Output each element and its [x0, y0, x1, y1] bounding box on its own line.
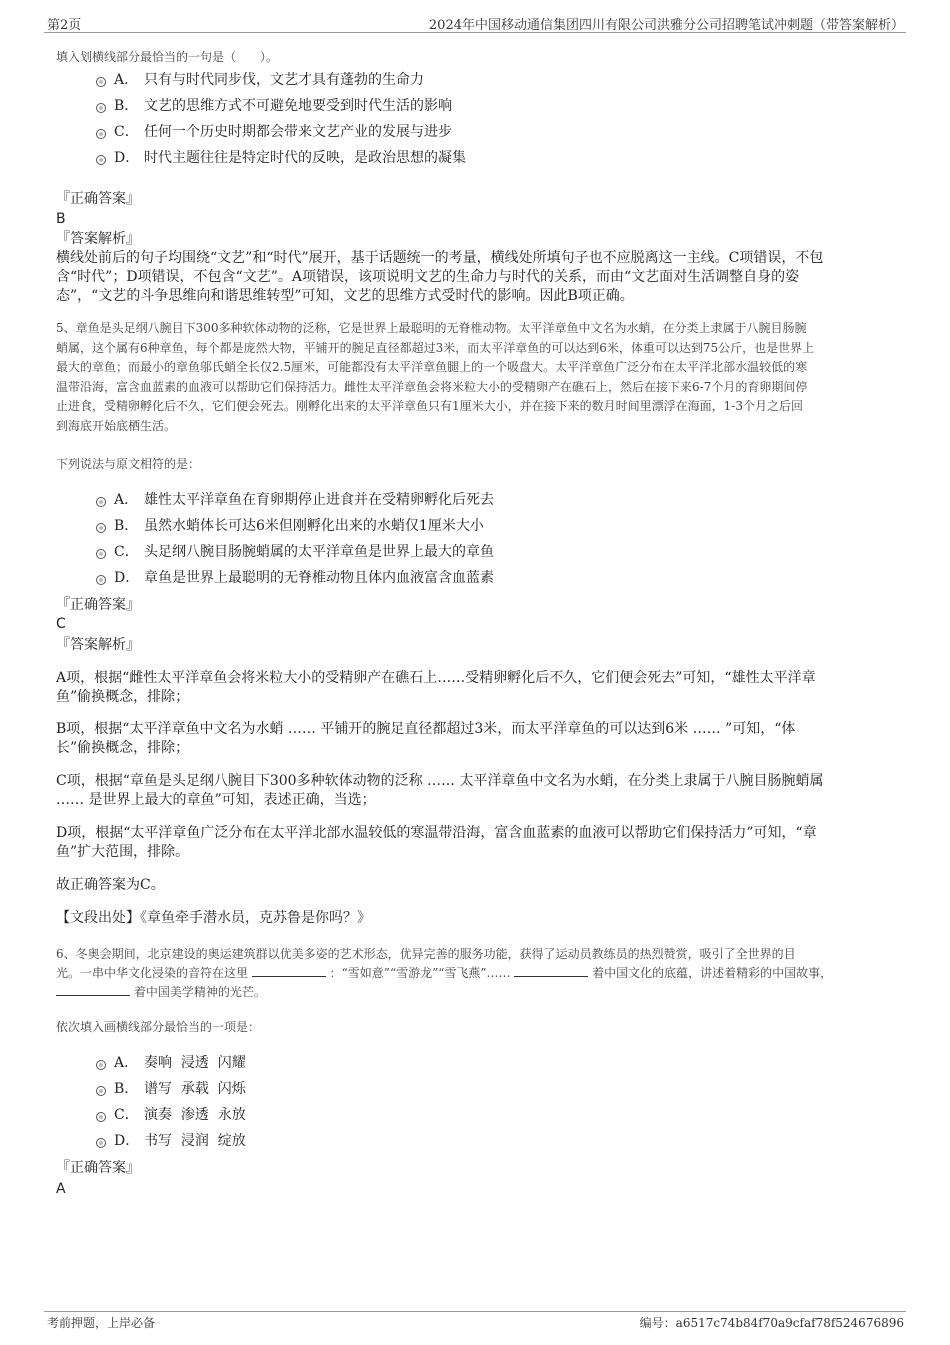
- q6-option-b[interactable]: B． 谱写 承载 闪烁: [96, 1079, 796, 1105]
- fill-blank-2: [514, 964, 588, 977]
- footer-slogan: 考前押题，上岸必备: [47, 1316, 156, 1330]
- q4-option-d[interactable]: D． 时代主题往往是特定时代的反映，是政治思想的凝集: [96, 148, 796, 174]
- radio-icon[interactable]: [96, 1112, 106, 1122]
- header-divider: [44, 32, 906, 33]
- q4-analysis-label: 『答案解析』: [56, 231, 140, 247]
- document-id: 编号：a6517c74b84f70a9cfaf78f524676896: [639, 1316, 904, 1330]
- q6-answer-label: 『正确答案』: [56, 1160, 140, 1176]
- radio-icon[interactable]: [96, 1060, 106, 1070]
- q5-source: 【文段出处】《章鱼牵手潜水员，克苏鲁是你吗？》: [56, 910, 371, 926]
- radio-icon[interactable]: [96, 1138, 106, 1148]
- radio-icon[interactable]: [96, 549, 106, 559]
- q5-option-d[interactable]: D． 章鱼是世界上最聪明的无脊椎动物且体内血液富含血蓝素: [96, 568, 796, 594]
- q4-answer-label: 『正确答案』: [56, 191, 140, 207]
- document-title: 2024年中国移动通信集团四川有限公司洪雅分公司招聘笔试冲刺题（带答案解析）: [428, 18, 904, 33]
- q5-options: [96, 490, 796, 594]
- q5-answer-label: 『正确答案』: [56, 597, 140, 613]
- q5-prompt: 下列说法与原文相符的是：: [56, 457, 201, 471]
- q4-analysis: 横线处前后的句子均围绕“文艺”和“时代”展开，基于话题统一的考量，横线处所填句子也不应脱离这一主线。C项错误，不包 含“时代”；D项错误，不包含“文艺”。A项错误，该项说明文艺的生命力与时代的关系，而由“文艺面对生活调整自身的姿 态”，“文艺的斗争思维向和谐思维转型”可知，文艺的思维方式受时代的影响。因此B项正确。: [56, 250, 824, 304]
- radio-icon[interactable]: [96, 103, 106, 113]
- q4-answer: B: [56, 211, 66, 227]
- q6-passage: 6、冬奥会期间，北京建设的奥运建筑群以优美多姿的艺术形态，优异完善的服务功能，获得了运动员教练员的热烈赞赏，吸引了全世界的目 光。一串中华文化浸染的音符在这里 ：“雪如意”“雪游龙”“雪飞燕”…… 着中国文化的底蕴，讲述着精彩的中国故事， 着中国美学精神的光芒。: [56, 947, 833, 999]
- radio-icon[interactable]: [96, 497, 106, 507]
- radio-icon[interactable]: [96, 1086, 106, 1096]
- q5-conclusion: 故正确答案为C。: [56, 877, 165, 893]
- page-number: 第2页: [47, 18, 82, 33]
- q6-answer: A: [56, 1181, 66, 1197]
- page-header: [0, 0, 950, 34]
- radio-icon[interactable]: [96, 155, 106, 165]
- q4-prompt: 填入划横线部分最恰当的一句是（ ）。: [56, 50, 279, 64]
- q6-prompt: 依次填入画横线部分最恰当的一项是：: [56, 1020, 261, 1034]
- fill-blank-3: [56, 983, 130, 996]
- q5-analysis-b: B项，根据“太平洋章鱼中文名为水蛸 …… 平铺开的腕足直径都超过3米，而太平洋章鱼的可以达到6米 …… ”可知，“体 长”偷换概念，排除；: [56, 721, 796, 756]
- q6-options: [96, 1053, 796, 1157]
- q5-analysis-a: A项，根据“雌性太平洋章鱼会将米粒大小的受精卵产在礁石上……受精卵孵化后不久，它们便会死去”可知，“雄性太平洋章 鱼”偷换概念，排除；: [56, 670, 816, 705]
- q4-option-c[interactable]: C． 任何一个历史时期都会带来文艺产业的发展与进步: [96, 122, 796, 148]
- q5-analysis-c: C项，根据“章鱼是头足纲八腕目下300多种软体动物的泛称 …… 太平洋章鱼中文名为水蛸，在分类上隶属于八腕目肠腕蛸属 …… 是世界上最大的章鱼”可知，表述正确，当选；: [56, 773, 824, 808]
- q6-option-a[interactable]: A． 奏响 浸透 闪耀: [96, 1053, 796, 1079]
- q5-analysis-label: 『答案解析』: [56, 637, 140, 653]
- q5-option-b[interactable]: B． 虽然水蛸体长可达6米但刚孵化出来的水蛸仅1厘米大小: [96, 516, 796, 542]
- q5-analysis-d: D项，根据“太平洋章鱼广泛分布在太平洋北部水温较低的寒温带沿海，富含血蓝素的血液可以帮助它们保持活力”可知，“章 鱼”扩大范围，排除。: [56, 825, 817, 860]
- q5-option-a[interactable]: A． 雄性太平洋章鱼在育卵期停止进食并在受精卵孵化后死去: [96, 490, 796, 516]
- q5-option-c[interactable]: C． 头足纲八腕目肠腕蛸属的太平洋章鱼是世界上最大的章鱼: [96, 542, 796, 568]
- q6-option-c[interactable]: C． 演奏 渗透 永放: [96, 1105, 796, 1131]
- q4-option-a[interactable]: A． 只有与时代同步伐，文艺才具有蓬勃的生命力: [96, 70, 796, 96]
- q4-options: [96, 70, 796, 174]
- q5-answer: C: [56, 616, 66, 632]
- radio-icon[interactable]: [96, 523, 106, 533]
- radio-icon[interactable]: [96, 77, 106, 87]
- q5-passage: 5、章鱼是头足纲八腕目下300多种软体动物的泛称，它是世界上最聪明的无脊椎动物。太平洋章鱼中文名为水蛸，在分类上隶属于八腕目肠腕 蛸属，这个属有6种章鱼，每个都是庞然大物，平铺开的腕足直径都超过3米，而太平洋章鱼的可以达到6米，体重可以达到75公斤，也是世界上 最大的章鱼；而最小的章鱼邬氏蛸全长仅2.5厘米，可能都没有太平洋章鱼腿上的一个吸盘大。太平洋章鱼广泛分布在太平洋北部水温较低的寒 温带沿海，富含血蓝素的血液可以帮助它们保持活力。雌性太平洋章鱼会将米粒大小的受精卵产在礁石上，然后在接下来6-7个月的育卵期间停 止进食，受精卵孵化后不久，它们便会死去。刚孵化出来的太平洋章鱼只有1厘米大小，并在接下来的数月时间里漂浮在海面，1-3个月之后回 到海底开始底栖生活。: [56, 321, 815, 433]
- q6-option-d[interactable]: D． 书写 浸润 绽放: [96, 1131, 796, 1157]
- radio-icon[interactable]: [96, 129, 106, 139]
- footer-divider: [44, 1311, 906, 1312]
- fill-blank-1: [252, 964, 326, 977]
- radio-icon[interactable]: [96, 575, 106, 585]
- q4-option-b[interactable]: B． 文艺的思维方式不可避免地要受到时代生活的影响: [96, 96, 796, 122]
